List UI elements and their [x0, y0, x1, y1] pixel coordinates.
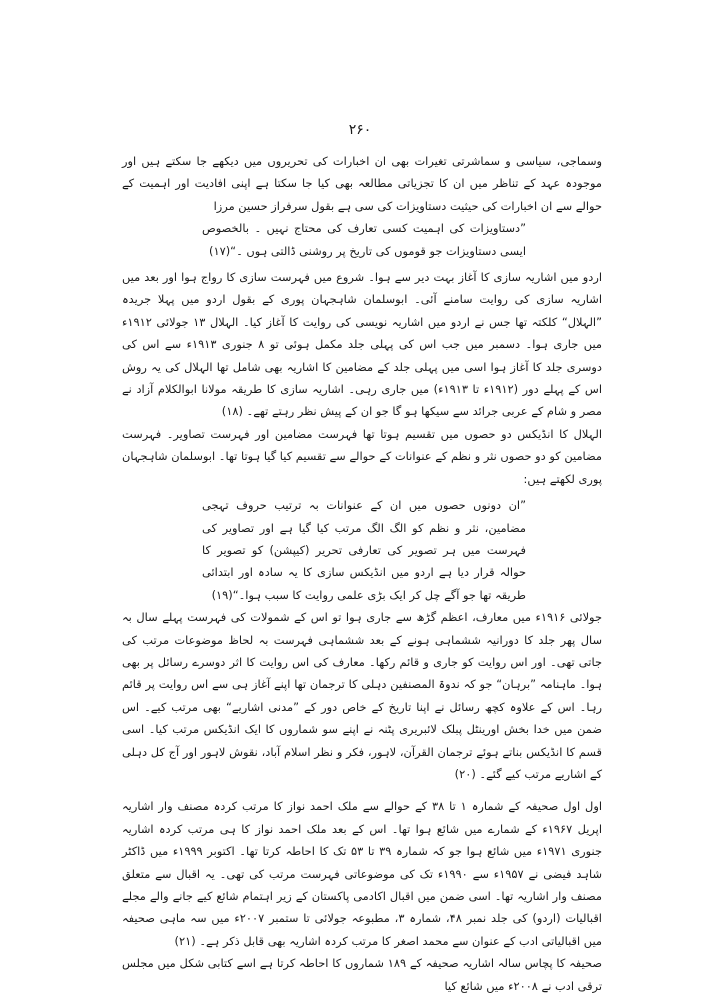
block-quote: ”ان دونوں حصوں میں ان کے عنوانات بہ ترتیب حروف تہجی مضامین، نثر و نظم کو الگ الگ مرتب کیا گیا ہے اور تصاویر کی فہرست میں ہر تصویر کی تعارفی تحریر (کیپشن) کو تصویر کا حوالہ قرار دیا ہے اردو میں انڈیکس سازی کا یہ سادہ اور ابتدائی طریقہ تھا جو آگے چل کر ایک بڑی علمی روایت کا سبب ہوا۔“(۱۹): [202, 498, 526, 602]
paragraph: اول اول صحیفہ کے شمارہ ۱ تا ۳۸ کے حوالے سے ملک احمد نواز کا مرتب کردہ مصنف وار اشاریہ اپریل ۱۹۶۷ء کے شمارے میں شائع ہوا تھا۔ اس کے بعد ملک احمد نواز کا ہی مرتب کردہ اشاریہ جنوری ۱۹۷۱ء میں شائع ہوا جو کہ شمارہ ۳۹ تا ۵۳ تک کا احاطہ کرتا تھا۔ اکتوبر ۱۹۹۹ء میں ڈاکٹر شاہد فیضی نے ۱۹۵۷ء سے ۱۹۹۰ء تک کی موضوعاتی فہرست مرتب کی تھی۔ یہ اقبال سے متعلق مصنف وار اشاریہ تھا۔ اسی ضمن میں اقبال اکادمی پاکستان کے زیر اہتمام شائع کیے جانے والے مجلے اقبالیات (اردو) کی جلد نمبر ۴۸، شمارہ ۳، مطبوعہ جولائی تا ستمبر ۲۰۰۷ء میں سہ ماہی صحیفہ میں اقبالیاتی ادب کے عنوان سے محمد اصغر کا مرتب کردہ اشاریہ بھی قابل ذکر ہے۔ (۲۱): [122, 799, 602, 948]
paragraph: جولائی ۱۹۱۶ء میں معارف، اعظم گڑھ سے جاری ہوا تو اس کے شمولات کی فہرست پہلے سال بہ سال پھر جلد کا دورانیہ ششماہی ہونے کے بعد ششماہی فہرست بہ لحاظ موضوعات مرتب کی جاتی تھی۔ اور اس روایت کو جاری و قائم رکھا۔ معارف کی اس روایت کا اثر دوسرے رسائل پر بھی ہوا۔ ماہنامہ ”برہان“ جو کہ ندوۃ المصنفین دہلی کا ترجمان تھا اپنے آغاز ہی سے اس روایت پر قائم رہا۔ اس کے علاوہ کچھ رسائل نے اپنا تاریخ کے خاص دور کے ”مدنی اشاریے“ بھی مرتب کیے۔ اس ضمن میں خدا بخش اورینٹل پبلک لائبریری پٹنہ نے اپنے سو شماروں کا ایک انڈیکس مرتب کیا۔ اسی قسم کا انڈیکس بناتے ہوئے ترجمان القرآن، لاہور، فکر و نظر اسلام آباد، نقوش لاہور اور آج کل دہلی کے اشاریے مرتب کیے گئے۔ (۲۰): [122, 610, 602, 781]
paragraph: اردو میں اشاریہ سازی کا آغاز بہت دیر سے ہوا۔ شروع میں فہرست سازی کا رواج ہوا اور بعد میں اشاریہ سازی کی روایت سامنے آئی۔ ابوسلمان شاہجہان پوری کے بقول اردو میں پہلا جریدہ ”الہلال“ کلکتہ تھا جس نے اردو میں اشاریہ نویسی کی روایت کا آغاز کیا۔ الہلال ۱۳ جولائی ۱۹۱۲ء میں جاری ہوا۔ دسمبر میں جب اس کی پہلی جلد مکمل ہوئی تو ۸ جنوری ۱۹۱۳ء سے اس کی دوسری جلد کا آغاز ہوا اسی میں پہلی جلد کے مضامین کا اشاریہ بھی شامل تھا الہلال کی یہ روش اس کے پہلے دور (۱۹۱۲ء تا ۱۹۱۳ء) میں جاری رہی۔ اشاریہ سازی کا طریقہ مولانا ابوالکلام آزاد نے مصر و شام کے عربی جرائد سے سیکھا ہو گا جو ان کے پیش نظر رہتے تھے۔ (۱۸): [122, 270, 603, 419]
page-number: ۲۶۰: [348, 122, 372, 138]
paragraph: صحیفہ کا پچاس سالہ اشاریہ صحیفہ کے ۱۸۹ شماروں کا احاطہ کرتا ہے اسے کتابی شکل میں مجلس ترقی ادب نے ۲۰۰۸ء میں شائع کیا: [122, 956, 603, 993]
block-quote: ”دستاویزات کی اہمیت کسی تعارف کی محتاج نہیں ۔ بالخصوص ایسی دستاویزات جو قوموں کی تاریخ پر روشنی ڈالتی ہوں ۔“(۱۷): [202, 221, 526, 258]
paragraph: وسماجی، سیاسی و سماشرتی تغیرات بھی ان اخبارات کی تحریروں میں دیکھے جا سکتے ہیں اور موجودہ عہد کے تناظر میں ان کا تجزیاتی مطالعہ بھی کیا جا سکتا ہے اپنی افادیت اور اہمیت کے حوالے سے ان اخبارات کی حیثیت دستاویزات کی سی ہے بقول سرفراز حسین مرزا: [122, 154, 602, 213]
page-content: [122, 150, 602, 997]
paragraph: الہلال کا انڈیکس دو حصوں میں تقسیم ہوتا تھا فہرست مضامین اور فہرست تصاویر۔ فہرست مضامین کو دو حصوں نثر و نظم کے عنوانات کے حوالے سے تقسیم کیا گیا ہوتا تھا۔ ابوسلمان شاہجہان پوری لکھتے ہیں:: [122, 426, 602, 486]
